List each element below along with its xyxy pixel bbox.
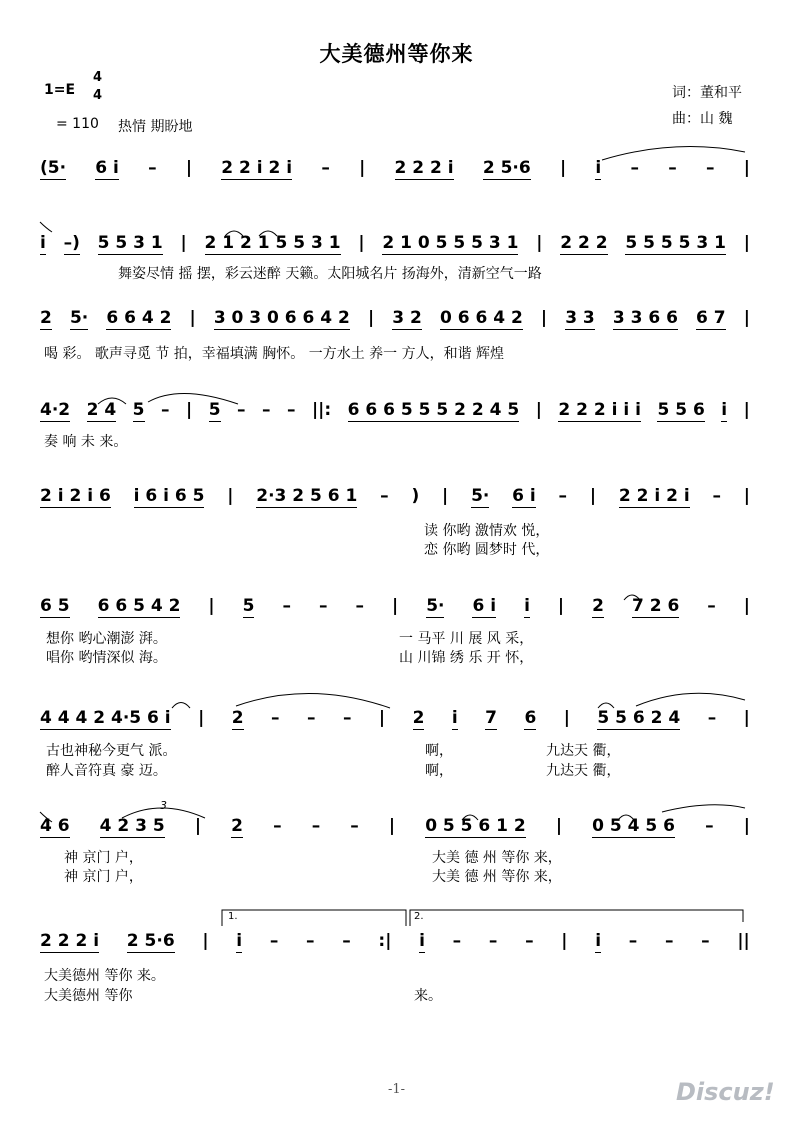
dash: – xyxy=(707,708,717,728)
slur xyxy=(225,231,243,236)
slur xyxy=(602,147,745,160)
bar-line: | xyxy=(540,308,548,328)
dash: – xyxy=(282,596,291,616)
slur xyxy=(624,595,640,600)
note-group: 6 7 xyxy=(696,308,726,328)
dash: – xyxy=(306,708,316,728)
dash: – xyxy=(273,816,282,836)
lyrics-line: 大美 德 州 等你 来， xyxy=(432,869,562,885)
lyrics-line: 喝 彩。 歌声寻觅 节 拍，幸福填满 胸怀。 一方水土 养一 方人，和谐 辉煌 xyxy=(44,346,505,362)
note-group: 2 5·6 xyxy=(126,931,175,951)
note-group: 5 5 5 5 3 1 xyxy=(625,233,726,253)
note-group: 2 xyxy=(40,308,52,328)
triplet-mark: 3 xyxy=(160,799,167,812)
bar-line: | xyxy=(359,158,366,178)
note-group: i xyxy=(40,233,46,253)
dash: – xyxy=(668,158,677,178)
bar-line: ||: xyxy=(311,400,332,420)
note-group: 5· xyxy=(471,486,490,506)
bar-line: | xyxy=(202,931,209,951)
dash: – xyxy=(321,158,330,178)
bar-line: | xyxy=(559,158,567,178)
note-group: 2 2 2 i xyxy=(40,931,100,951)
dash: – xyxy=(286,400,296,420)
lyrics-line: 神 京门 户， xyxy=(64,850,143,866)
bar-line: | xyxy=(391,596,399,616)
note-group: 2 xyxy=(412,708,425,728)
volta-bracket xyxy=(410,910,743,926)
note-group: 6 5 xyxy=(40,596,70,616)
note-group: 4 4 4 2 4·5 6 i xyxy=(40,708,171,728)
lyrics-line: 想你 哟心潮澎 湃。 xyxy=(46,631,167,647)
note-group: –) xyxy=(63,233,80,253)
time-signature-top: 4 xyxy=(93,70,103,85)
bar-line: | xyxy=(189,308,196,328)
note-group: 4 2 3 5 xyxy=(99,816,165,836)
lyrics-line: 古也神秘今更气 派。 xyxy=(46,743,177,759)
dash: – xyxy=(525,931,534,951)
note-group: 2 i 2 i 6 xyxy=(40,486,111,506)
lyrics-line: 奏 响 未 来。 xyxy=(44,434,128,450)
bar-line: | xyxy=(367,308,375,328)
tempo-mark: = 110 xyxy=(56,116,99,132)
lyrics-line: 醉人音符真 豪 迈。 xyxy=(46,763,167,779)
note-group: i xyxy=(595,931,602,951)
dash: – xyxy=(350,816,359,836)
bar-line: | xyxy=(180,233,187,253)
note-group: 2 2 i 2 i xyxy=(618,486,690,506)
dash: – xyxy=(311,816,321,836)
note-group: i xyxy=(721,400,728,420)
bar-line: | xyxy=(185,158,193,178)
bar-line: || xyxy=(737,931,750,951)
lyrics-line: 九达天 衢， xyxy=(546,763,621,779)
note-group: 7 2 6 xyxy=(631,596,680,616)
dash: – xyxy=(161,400,170,420)
bar-line: | xyxy=(208,596,215,616)
bar-line: | xyxy=(442,486,449,506)
dash: – xyxy=(664,931,674,951)
volta-first: 1. xyxy=(228,911,238,922)
dash: – xyxy=(262,400,271,420)
bar-line: | xyxy=(743,486,750,506)
dash: – xyxy=(705,816,714,836)
dash: – xyxy=(628,931,638,951)
dash: – xyxy=(342,931,351,951)
expression-mark: 热情 期盼地 xyxy=(118,119,193,135)
slur xyxy=(636,693,745,706)
bar-line: | xyxy=(198,708,205,728)
note-group: 2 2 i 2 i xyxy=(221,158,293,178)
note-group: 5· xyxy=(426,596,445,616)
note-group: 2 2 2 i xyxy=(394,158,454,178)
slur xyxy=(236,693,390,708)
note-group: (5· xyxy=(40,158,67,178)
slur xyxy=(98,398,126,404)
dash: – xyxy=(269,931,279,951)
note-group: 5 5 6 xyxy=(657,400,705,420)
note-group: 2 1 0 5 5 5 3 1 xyxy=(382,233,519,253)
note-group: 6 6 5 4 2 xyxy=(97,596,181,616)
bar-line: | xyxy=(743,816,750,836)
note-group: 2 xyxy=(592,596,604,616)
note-group: 5 xyxy=(208,400,221,420)
bar-line: | xyxy=(555,816,563,836)
lyrics-line: 大美德州 等你 来。 xyxy=(44,968,165,984)
note-group: 2 2 2 i i i xyxy=(558,400,641,420)
slur xyxy=(598,703,614,708)
note-group: 2 1 2 1 5 5 3 1 xyxy=(204,233,341,253)
dash: – xyxy=(701,931,710,951)
dash: – xyxy=(707,596,716,616)
note-group: 4 6 xyxy=(40,816,70,836)
bar-line: | xyxy=(743,708,750,728)
slur xyxy=(40,222,52,232)
note-group: 3 3 xyxy=(565,308,595,328)
bar-line: | xyxy=(194,816,202,836)
slur xyxy=(148,393,238,404)
note-group: i xyxy=(419,931,425,951)
lyrics-line: 啊， xyxy=(425,763,453,779)
note-group: i xyxy=(524,596,530,616)
lyrics-line: 神 京门 户， xyxy=(64,869,143,885)
note-group: 2 5·6 xyxy=(482,158,531,178)
bar-line: | xyxy=(743,233,750,253)
dash: – xyxy=(705,158,715,178)
note-group: 2 2 2 xyxy=(560,233,608,253)
note-group: 2·3 2 5 6 1 xyxy=(256,486,358,506)
bar-line: | xyxy=(535,400,542,420)
note-group: 4·2 xyxy=(40,400,71,420)
note-group: i xyxy=(451,708,458,728)
note-group: 6 i xyxy=(512,486,536,506)
note-group: 2 4 xyxy=(86,400,117,420)
note-group: i xyxy=(595,158,602,178)
slur xyxy=(40,812,52,822)
dash: – xyxy=(712,486,721,506)
note-group: 3 0 3 0 6 6 4 2 xyxy=(213,308,350,328)
bar-line: :| xyxy=(378,931,392,951)
note-group: 0 5 4 5 6 xyxy=(592,816,675,836)
dash: – xyxy=(630,158,639,178)
dash: – xyxy=(342,708,352,728)
dash: – xyxy=(271,708,280,728)
dash: – xyxy=(148,158,157,178)
lyrics-line: 来。 xyxy=(414,988,442,1004)
note-group: i 6 i 6 5 xyxy=(133,486,205,506)
bar-line: | xyxy=(743,596,750,616)
slur xyxy=(462,815,478,820)
note-group: 7 xyxy=(485,708,497,728)
bar-line: | xyxy=(557,596,565,616)
bar-line: | xyxy=(185,400,193,420)
bar-line: | xyxy=(536,233,543,253)
lyrics-line: 九达天 衢， xyxy=(546,743,621,759)
key-signature: 1=E xyxy=(44,82,76,98)
note-group: 6 6 4 2 xyxy=(106,308,172,328)
note-group: 5 xyxy=(242,596,255,616)
bar-line: | xyxy=(743,158,750,178)
note-group: 3 2 xyxy=(392,308,422,328)
bar-line: | xyxy=(563,708,570,728)
slur xyxy=(662,805,745,812)
composer-credit: 曲：山 魏 xyxy=(672,111,733,127)
note-group: 5· xyxy=(69,308,89,328)
note-group: 2 xyxy=(231,816,243,836)
dash: – xyxy=(306,931,315,951)
dash: – xyxy=(355,596,364,616)
note-group: 0 5 5 6 1 2 xyxy=(425,816,526,836)
watermark-logo: Discuz! xyxy=(676,1078,775,1106)
time-signature-bottom: 4 xyxy=(93,88,103,103)
slur xyxy=(172,703,190,709)
note-group: i xyxy=(236,931,243,951)
bar-line: | xyxy=(378,708,386,728)
note-group: 3 3 6 6 xyxy=(612,308,678,328)
lyrics-line: 啊， xyxy=(425,743,453,759)
lyrics-line: 大美 德 州 等你 来， xyxy=(432,850,562,866)
lyrics-line: 山 川锦 绣 乐 开 怀， xyxy=(399,650,534,666)
note-group: 6 i xyxy=(472,596,497,616)
song-title: 大美德州等你来 xyxy=(319,42,474,66)
page-number: -1- xyxy=(387,1082,406,1097)
note-group: 6 6 6 5 5 5 2 2 4 5 xyxy=(347,400,520,420)
bar-line: | xyxy=(743,400,750,420)
note-group: 5 5 6 2 4 xyxy=(597,708,681,728)
note-group: 5 5 3 1 xyxy=(97,233,163,253)
bar-line: | xyxy=(388,816,396,836)
lyrics-line: 读 你哟 激情欢 悦， xyxy=(424,523,550,539)
lyrics-line: 大美德州 等你 xyxy=(44,988,133,1004)
dash: – xyxy=(488,931,498,951)
slur xyxy=(618,815,634,820)
dash: – xyxy=(380,486,389,506)
note-group: 6 xyxy=(524,708,537,728)
note-group: 5 xyxy=(132,400,145,420)
lyrics-line: 一 马平 川 展 风 采， xyxy=(399,631,534,647)
lyrics-line: 恋 你哟 圆梦时 代， xyxy=(424,542,550,558)
dash: – xyxy=(558,486,568,506)
bar-line: ) xyxy=(411,486,420,506)
bar-line: | xyxy=(358,233,365,253)
dash: – xyxy=(452,931,462,951)
lyrics-line: 舞姿尽情 摇 摆，彩云迷醉 天籁。太阳城名片 扬海外，清新空气一路 xyxy=(118,266,542,282)
dash: – xyxy=(318,596,328,616)
bar-line: | xyxy=(743,308,750,328)
triplet-bracket xyxy=(122,808,205,818)
note-group: 2 xyxy=(231,708,244,728)
lyricist-credit: 词：董和平 xyxy=(672,85,742,101)
bar-line: | xyxy=(561,931,568,951)
lyrics-line: 唱你 哟情深似 海。 xyxy=(46,650,167,666)
bar-line: | xyxy=(227,486,234,506)
volta-bracket xyxy=(222,910,406,926)
bar-line: | xyxy=(589,486,597,506)
dash: – xyxy=(237,400,246,420)
note-group: 6 i xyxy=(95,158,119,178)
note-group: 0 6 6 4 2 xyxy=(439,308,523,328)
slur xyxy=(259,231,277,236)
volta-second: 2. xyxy=(414,911,424,922)
